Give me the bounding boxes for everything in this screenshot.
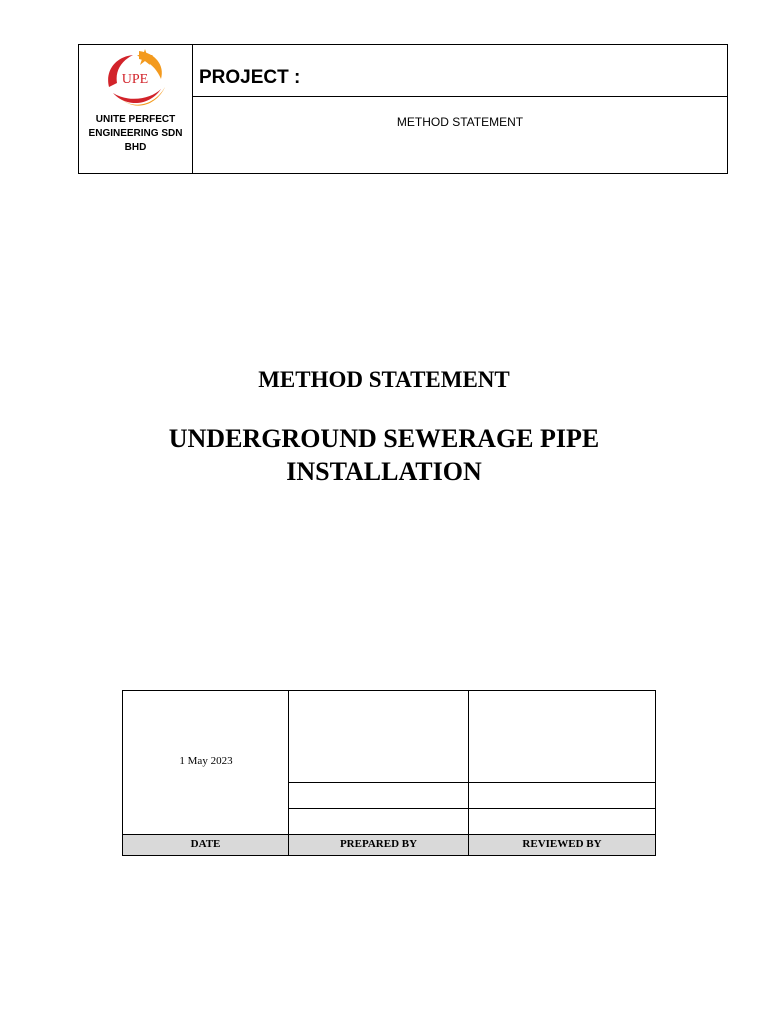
prepared-by-position-cell bbox=[289, 809, 468, 834]
logo-cell bbox=[79, 45, 193, 173]
document-type-cell bbox=[193, 97, 727, 173]
date-value: 1 May 2023 bbox=[179, 755, 233, 767]
prepared-by-column-label: PREPARED BY bbox=[339, 838, 418, 850]
company-logo-icon bbox=[99, 47, 171, 113]
logo-text: UPE bbox=[121, 72, 149, 87]
subject-title-line: UNDERGROUND SEWERAGE PIPE bbox=[168, 424, 600, 453]
project-cell bbox=[193, 45, 727, 97]
reviewed-by-signature-cell bbox=[469, 691, 655, 782]
prepared-by-name-cell bbox=[289, 783, 468, 808]
company-name bbox=[79, 113, 192, 155]
document-subject-title bbox=[0, 422, 768, 488]
prepared-by-signature-cell bbox=[289, 691, 468, 782]
company-name-line: UNITE PERFECT bbox=[95, 114, 176, 125]
reviewed-by-column-label: REVIEWED BY bbox=[522, 838, 602, 850]
date-column-label: DATE bbox=[190, 838, 221, 850]
company-name-line: BHD bbox=[124, 142, 147, 153]
document-header-table bbox=[78, 44, 728, 174]
document-type: METHOD STATEMENT bbox=[396, 115, 524, 129]
table-divider bbox=[288, 834, 289, 855]
table-divider bbox=[468, 834, 469, 855]
signoff-table bbox=[122, 690, 656, 856]
reviewed-by-position-cell bbox=[469, 809, 655, 834]
company-name-line: ENGINEERING SDN bbox=[88, 128, 183, 139]
subject-title-line: INSTALLATION bbox=[286, 457, 482, 486]
signoff-footer-row bbox=[123, 834, 655, 855]
reviewed-by-name-cell bbox=[469, 783, 655, 808]
project-label: PROJECT : bbox=[199, 67, 301, 88]
main-title: METHOD STATEMENT bbox=[258, 367, 510, 392]
